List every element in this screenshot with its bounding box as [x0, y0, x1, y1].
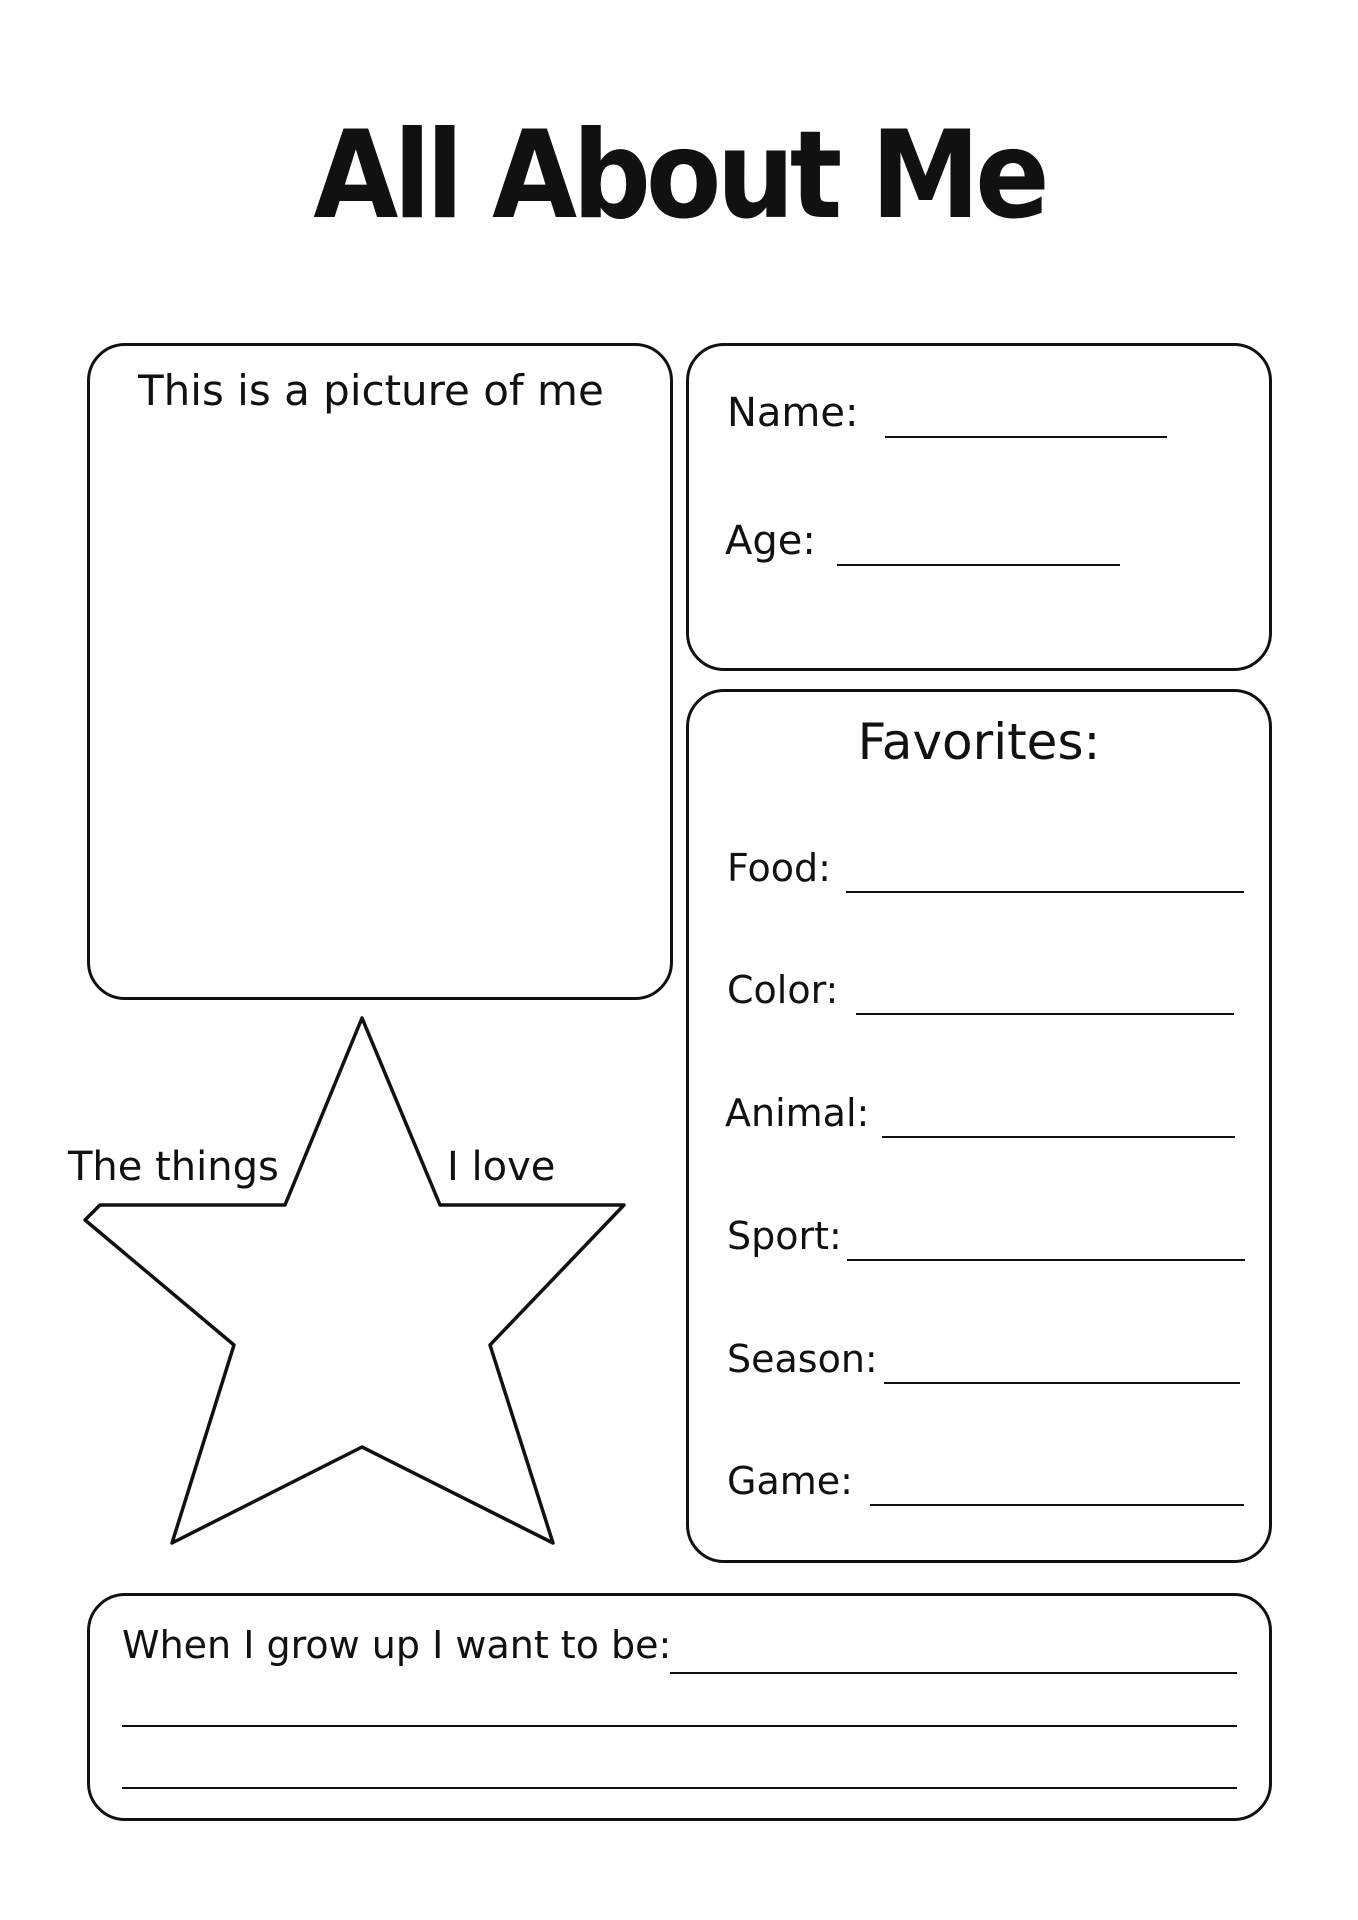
age-label: Age:: [725, 518, 816, 564]
star-label-left: The things: [68, 1144, 279, 1190]
name-label: Name:: [727, 390, 859, 436]
picture-caption: This is a picture of me: [138, 366, 604, 415]
future-answer-line-3[interactable]: [122, 1787, 1237, 1789]
page-title: All About Me: [313, 104, 1045, 246]
favorite-label: Sport:: [727, 1214, 842, 1258]
favorites-heading: Favorites:: [857, 713, 1101, 771]
future-answer-line-2[interactable]: [122, 1725, 1237, 1727]
favorite-label: Animal:: [725, 1091, 870, 1135]
future-box: [87, 1593, 1272, 1821]
favorite-label: Game:: [727, 1459, 853, 1503]
star-label-right: I love: [447, 1144, 556, 1190]
future-prompt: When I grow up I want to be:: [122, 1623, 672, 1667]
future-answer-line-1[interactable]: [670, 1672, 1237, 1674]
favorite-label: Season:: [727, 1337, 878, 1381]
favorite-label: Food:: [727, 846, 831, 890]
favorite-label: Color:: [727, 968, 839, 1012]
